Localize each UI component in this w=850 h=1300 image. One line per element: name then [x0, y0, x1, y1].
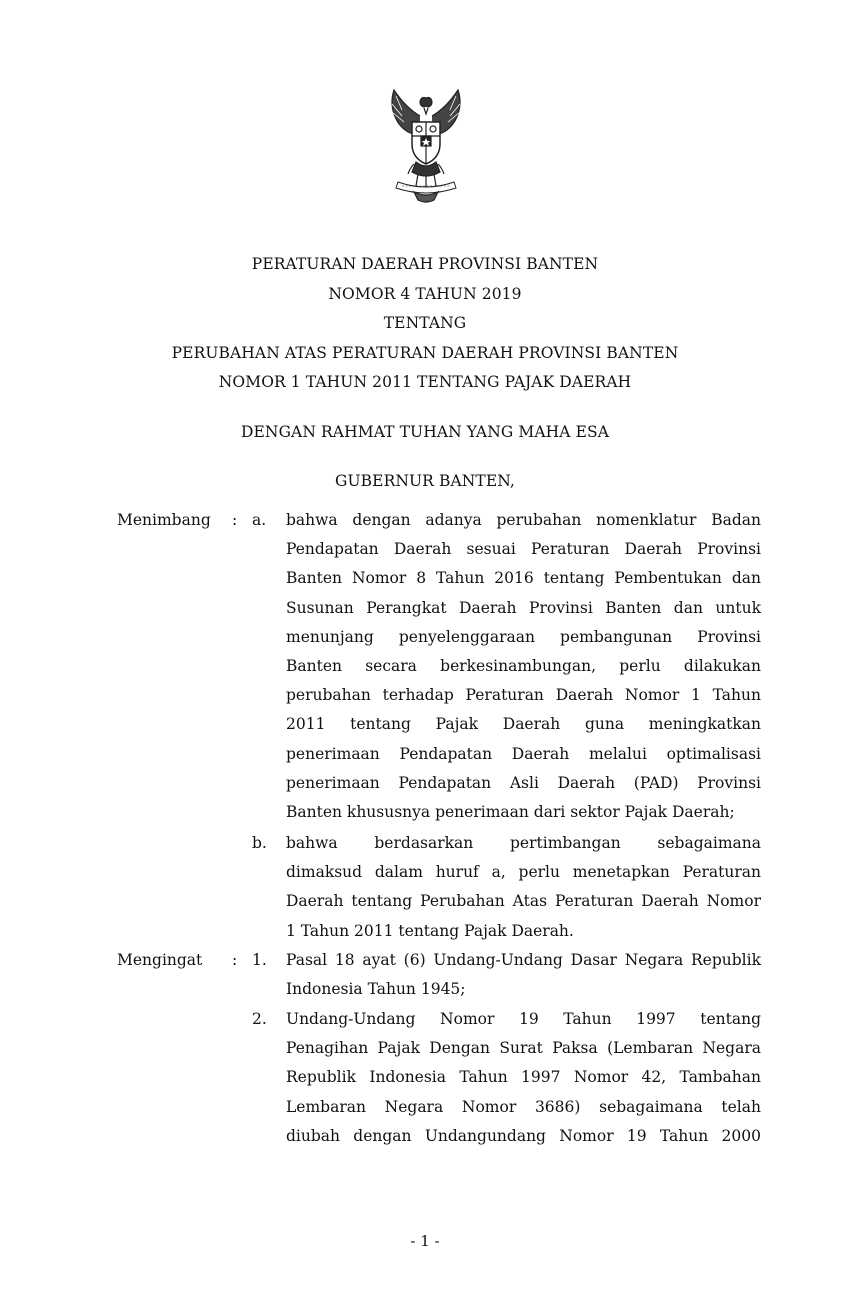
- mengingat-label: Mengingat: [117, 951, 203, 969]
- text-line: Republik Indonesia Tahun 1997 Nomor 42, Tambahan: [286, 1068, 761, 1087]
- menimbang-item-b: [286, 829, 761, 946]
- text-line: Banten khususnya penerimaan dari sektor Pajak Daerah;: [286, 803, 735, 822]
- item-marker-b: b.: [252, 834, 267, 852]
- text-line: Indonesia Tahun 1945;: [286, 980, 466, 999]
- text-line: menunjang penyelenggaraan pembangunan Provinsi: [286, 627, 761, 646]
- regulation-title: PERATURAN DAERAH PROVINSI BANTEN: [251, 255, 599, 273]
- text-line: Banten secara berkesinambungan, perlu dilakukan: [286, 657, 761, 676]
- text-line: 2011 tentang Pajak Daerah guna meningkatkan: [286, 715, 761, 734]
- text-line: bahwa dengan adanya perubahan nomenklatur Badan: [286, 511, 761, 529]
- mengingat-item-1: [286, 946, 761, 1004]
- text-line: bahwa berdasarkan pertimbangan sebagaimana: [286, 834, 761, 852]
- text-line: diubah dengan Undangundang Nomor 19 Tahun 2000: [286, 1126, 761, 1145]
- text-line: dimaksud dalam huruf a, perlu menetapkan Peraturan: [286, 863, 761, 882]
- text-line: penerimaan Pendapatan Daerah melalui optimalisasi: [286, 744, 761, 763]
- text-line: penerimaan Pendapatan Asli Daerah (PAD) Provinsi: [286, 773, 761, 792]
- menimbang-colon: :: [232, 511, 238, 529]
- text-line: Lembaran Negara Nomor 3686) sebagaimana telah: [286, 1097, 761, 1116]
- page-number: - 1 -: [410, 1232, 440, 1250]
- text-line: Pasal 18 ayat (6) Undang-Undang Dasar Negara Republik: [286, 951, 761, 969]
- regulation-subject-line-1: PERUBAHAN ATAS PERATURAN DAERAH PROVINSI BANTEN: [171, 343, 679, 362]
- text-line: 1 Tahun 2011 tentang Pajak Daerah.: [286, 921, 574, 940]
- text-line: Penagihan Pajak Dengan Surat Paksa (Lembaran Negara: [286, 1039, 761, 1058]
- item-marker-1: 1.: [252, 951, 267, 969]
- regulation-number: NOMOR 4 TAHUN 2019: [328, 284, 522, 303]
- mengingat-colon: :: [232, 951, 238, 969]
- text-line: Daerah tentang Perubahan Atas Peraturan Daerah Nomor: [286, 892, 761, 911]
- regulation-subject-line-2: NOMOR 1 TAHUN 2011 TENTANG PAJAK DAERAH: [218, 373, 632, 391]
- document-heading: [0, 250, 850, 398]
- invocation: DENGAN RAHMAT TUHAN YANG MAHA ESA: [240, 423, 610, 441]
- governor-title: GUBERNUR BANTEN,: [335, 472, 515, 490]
- text-line: Undang-Undang Nomor 19 Tahun 1997 tentang: [286, 1010, 761, 1028]
- item-marker-a: a.: [252, 511, 267, 529]
- menimbang-item-a: [286, 506, 761, 827]
- text-line: Banten Nomor 8 Tahun 2016 tentang Pembentukan dan: [286, 569, 761, 588]
- garuda-pancasila-emblem-icon: [384, 86, 468, 208]
- text-line: perubahan terhadap Peraturan Daerah Nomor 1 Tahun: [286, 686, 761, 705]
- regulation-about: TENTANG: [383, 314, 467, 332]
- item-marker-2: 2.: [252, 1010, 267, 1028]
- menimbang-label: Menimbang: [117, 511, 211, 529]
- text-line: Susunan Perangkat Daerah Provinsi Banten dan untuk: [286, 598, 761, 617]
- text-line: Pendapatan Daerah sesuai Peraturan Daerah Provinsi: [286, 540, 761, 559]
- mengingat-item-2: [286, 1005, 761, 1151]
